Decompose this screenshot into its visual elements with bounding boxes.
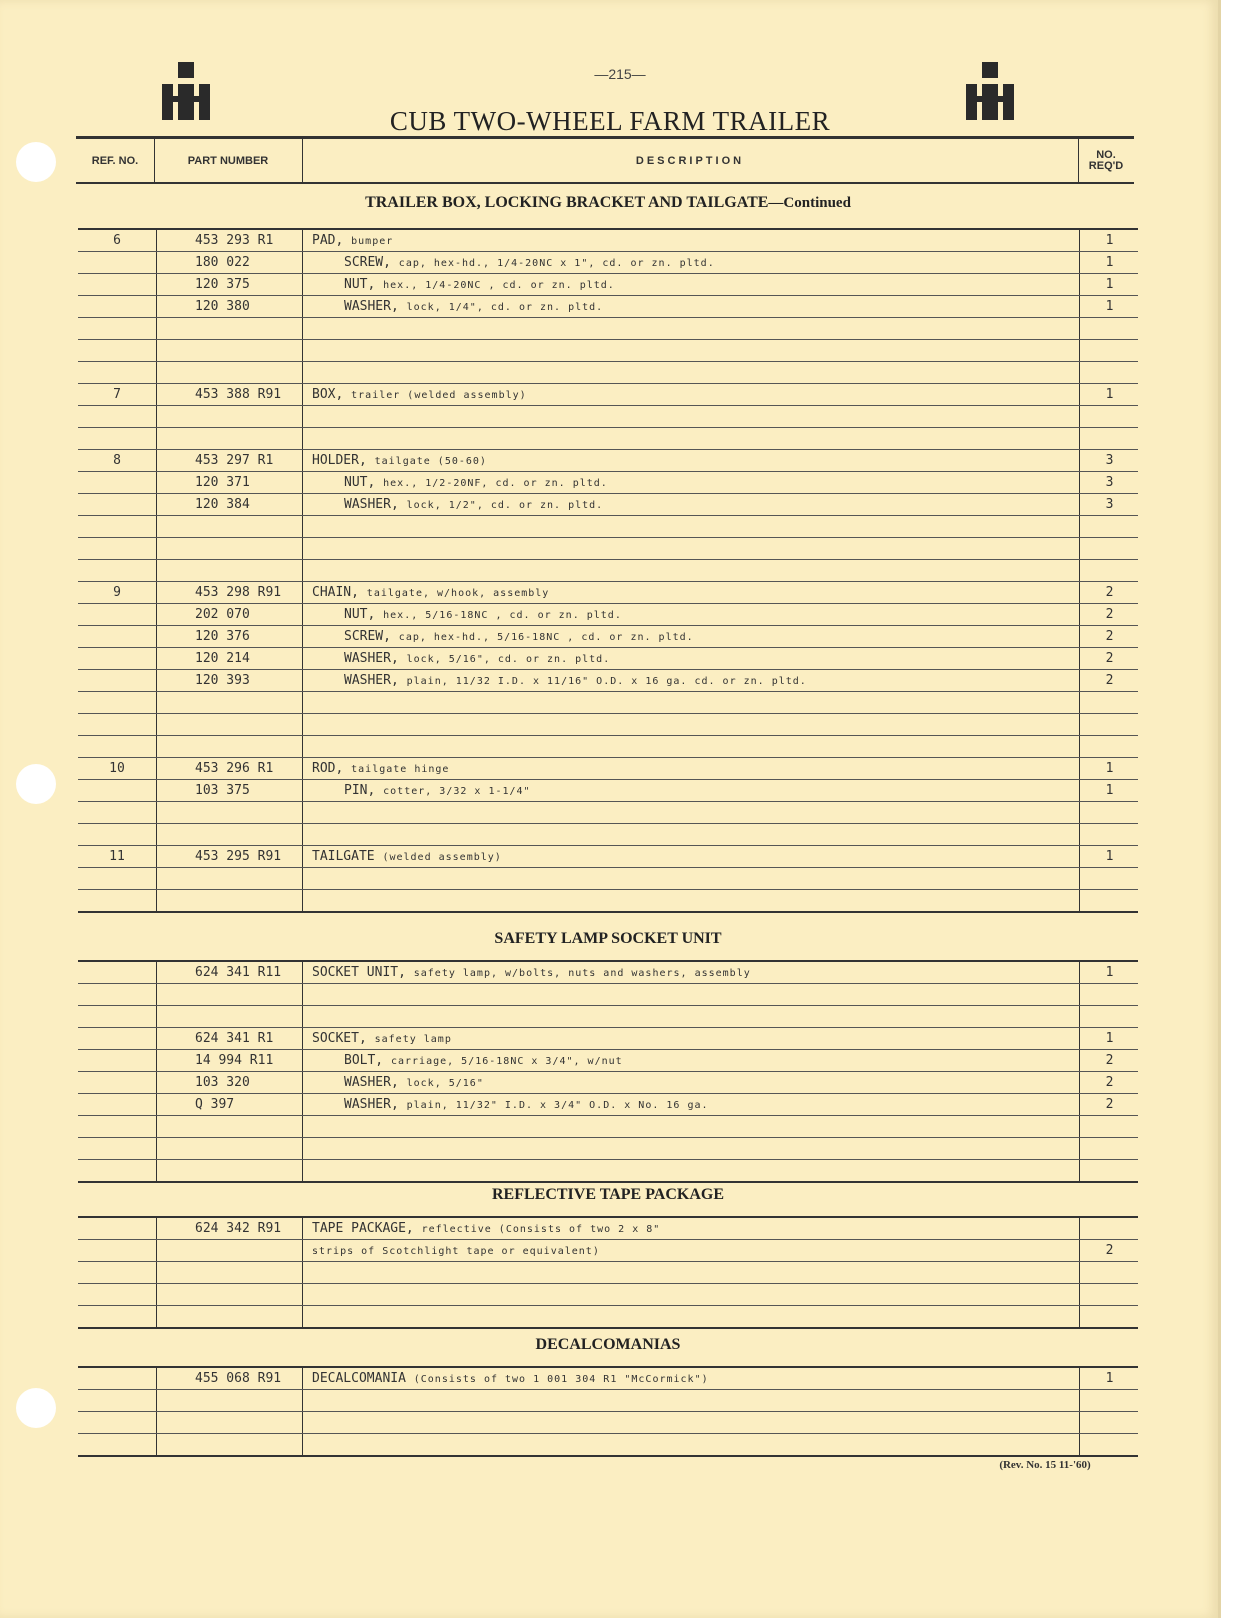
qty-cell: 3: [1105, 453, 1114, 468]
section-title-safety-lamp: SAFETY LAMP SOCKET UNIT: [494, 930, 722, 947]
table-row-empty: [78, 1160, 1138, 1181]
part-cell: 455 068 R91: [157, 1368, 303, 1389]
table-row: [78, 1050, 1138, 1072]
table-row: [78, 1368, 1138, 1390]
part-cell: 453 295 R91: [157, 846, 303, 867]
table-row-empty: [78, 714, 1138, 736]
part-cell: 453 296 R1: [157, 758, 303, 779]
column-header: [76, 136, 1134, 184]
ref-cell: [78, 604, 157, 625]
desc-cell: SCREW, cap, hex-hd., 5/16-18NC , cd. or zn. pltd.: [304, 626, 1080, 647]
part-cell: 120 384: [157, 494, 303, 515]
table-row: [78, 494, 1138, 516]
part-cell: 120 393: [157, 670, 303, 691]
page-title: CUB TWO-WHEEL FARM TRAILER: [389, 106, 831, 136]
ref-cell: 11: [78, 846, 157, 867]
binder-hole: [16, 1388, 56, 1428]
table-row-empty: [78, 984, 1138, 1006]
part-number-header: PART NUMBER: [154, 139, 303, 182]
qty-cell: 2: [1105, 651, 1114, 666]
table-row: [78, 1028, 1138, 1050]
desc-cell: PIN, cotter, 3/32 x 1-1/4": [304, 780, 1080, 801]
ref-no-header: REF. NO.: [76, 139, 155, 182]
table-row: [78, 252, 1138, 274]
part-cell: 453 293 R1: [157, 230, 303, 251]
revision-note: (Rev. No. 15 11-'60): [999, 1459, 1091, 1471]
table-row: [78, 626, 1138, 648]
desc-cell: ROD, tailgate hinge: [304, 758, 1080, 779]
part-cell: 180 022: [157, 252, 303, 273]
table-row-empty: [78, 1138, 1138, 1160]
ref-cell: [78, 472, 157, 493]
table-row: [78, 962, 1138, 984]
table-row-empty: [78, 318, 1138, 340]
table-row: [78, 780, 1138, 802]
desc-cell: WASHER, plain, 11/32" I.D. x 3/4" O.D. x No. 16 ga.: [304, 1094, 1080, 1115]
ref-cell: 10: [78, 758, 157, 779]
table-row: [78, 472, 1138, 494]
table-row-empty: [78, 824, 1138, 846]
table-row-empty: [78, 692, 1138, 714]
desc-cell: CHAIN, tailgate, w/hook, assembly: [304, 582, 1080, 603]
qty-cell: 2: [1105, 585, 1114, 600]
qty-cell: 1: [1105, 783, 1114, 798]
table-row-empty: [78, 1434, 1138, 1455]
table-row-empty: [78, 1284, 1138, 1306]
desc-cell: SOCKET, safety lamp: [304, 1028, 1080, 1049]
desc-cell: WASHER, lock, 1/2", cd. or zn. pltd.: [304, 494, 1080, 515]
table-row-empty: [78, 560, 1138, 582]
description-header: DESCRIPTION: [302, 139, 1079, 182]
parts-table-safety-lamp: [78, 960, 1138, 1183]
ref-cell: [78, 296, 157, 317]
table-row: [78, 648, 1138, 670]
table-row: [78, 450, 1138, 472]
table-row: [78, 758, 1138, 780]
qty-cell: 3: [1105, 475, 1114, 490]
part-cell: 624 341 R11: [157, 962, 303, 983]
qty-cell: 1: [1105, 233, 1114, 248]
ih-logo-icon: [966, 62, 1014, 120]
qty-cell: 2: [1105, 1053, 1114, 1068]
desc-cell: WASHER, lock, 5/16": [304, 1072, 1080, 1093]
qty-cell: 1: [1105, 387, 1114, 402]
qty-cell: [1081, 1218, 1138, 1239]
ref-cell: 7: [78, 384, 157, 405]
table-row: [78, 384, 1138, 406]
section-title-decalcomanias: DECALCOMANIAS: [535, 1336, 681, 1353]
desc-cell: BOX, trailer (welded assembly): [304, 384, 1080, 405]
table-row: [78, 846, 1138, 868]
ref-cell: 9: [78, 582, 157, 603]
qty-cell: 3: [1105, 497, 1114, 512]
qty-cell: 2: [1105, 607, 1114, 622]
ref-cell: [78, 648, 157, 669]
desc-cell: WASHER, lock, 1/4", cd. or zn. pltd.: [304, 296, 1080, 317]
ref-cell: [78, 494, 157, 515]
desc-cell: DECALCOMANIA (Consists of two 1 001 304 R1 "McCormick"): [304, 1368, 1080, 1389]
qty-cell: 1: [1105, 1371, 1114, 1386]
table-row-empty: [78, 538, 1138, 560]
part-cell: 103 375: [157, 780, 303, 801]
table-row-empty: [78, 340, 1138, 362]
parts-table-trailer-box: [78, 228, 1138, 913]
table-row: [78, 1072, 1138, 1094]
desc-cell: TAPE PACKAGE, reflective (Consists of two 2 x 8": [304, 1218, 1080, 1239]
qty-header: NO. REQ'D: [1088, 148, 1124, 172]
table-row-empty: [78, 1390, 1138, 1412]
table-row-empty: [78, 1412, 1138, 1434]
desc-cell: NUT, hex., 1/4-20NC , cd. or zn. pltd.: [304, 274, 1080, 295]
section-title-reflective-tape: REFLECTIVE TAPE PACKAGE: [491, 1186, 725, 1203]
ref-cell: 6: [78, 230, 157, 251]
desc-cell: PAD, bumper: [304, 230, 1080, 251]
table-row: [78, 1094, 1138, 1116]
ref-cell: [78, 780, 157, 801]
part-cell: 202 070: [157, 604, 303, 625]
part-cell: 120 376: [157, 626, 303, 647]
table-row: [78, 274, 1138, 296]
part-cell: 14 994 R11: [157, 1050, 303, 1071]
qty-cell: 1: [1105, 255, 1114, 270]
table-row: [78, 230, 1138, 252]
part-cell: 120 371: [157, 472, 303, 493]
desc-cell: HOLDER, tailgate (50-60): [304, 450, 1080, 471]
ih-logo-icon: [162, 62, 210, 120]
table-row-empty: [78, 890, 1138, 911]
table-row: [78, 582, 1138, 604]
table-row: [78, 604, 1138, 626]
desc-cell: strips of Scotchlight tape or equivalent): [304, 1240, 1080, 1261]
table-row-empty: [78, 362, 1138, 384]
desc-cell: BOLT, carriage, 5/16-18NC x 3/4", w/nut: [304, 1050, 1080, 1071]
table-row-empty: [78, 1262, 1138, 1284]
table-row-empty: [78, 736, 1138, 758]
table-row-empty: [78, 1006, 1138, 1028]
part-cell: [157, 1240, 303, 1261]
table-row-empty: [78, 516, 1138, 538]
part-cell: 624 342 R91: [157, 1218, 303, 1239]
desc-cell: WASHER, lock, 5/16", cd. or zn. pltd.: [304, 648, 1080, 669]
page-number: —215—: [594, 66, 646, 82]
desc-cell: SOCKET UNIT, safety lamp, w/bolts, nuts and washers, assembly: [304, 962, 1080, 983]
table-row: [78, 296, 1138, 318]
part-cell: 120 214: [157, 648, 303, 669]
table-row-empty: [78, 406, 1138, 428]
qty-cell: 1: [1105, 965, 1114, 980]
qty-cell: 2: [1105, 1075, 1114, 1090]
desc-cell: SCREW, cap, hex-hd., 1/4-20NC x 1", cd. or zn. pltd.: [304, 252, 1080, 273]
desc-cell: NUT, hex., 5/16-18NC , cd. or zn. pltd.: [304, 604, 1080, 625]
parts-table-decalcomanias: [78, 1366, 1138, 1457]
ref-cell: 8: [78, 450, 157, 471]
table-row-empty: [78, 868, 1138, 890]
table-row-empty: [78, 1116, 1138, 1138]
qty-cell: 2: [1105, 1243, 1114, 1258]
qty-cell: 2: [1105, 673, 1114, 688]
parts-table-reflective-tape: [78, 1216, 1138, 1329]
part-cell: 120 375: [157, 274, 303, 295]
part-cell: Q 397: [157, 1094, 303, 1115]
desc-cell: TAILGATE (welded assembly): [304, 846, 1080, 867]
binder-hole: [16, 142, 56, 182]
section-title-trailer-box: TRAILER BOX, LOCKING BRACKET AND TAILGATE—Continued: [365, 194, 851, 211]
qty-cell: 2: [1105, 629, 1114, 644]
ref-cell: [78, 626, 157, 647]
qty-cell: 1: [1105, 1031, 1114, 1046]
part-cell: 453 298 R91: [157, 582, 303, 603]
part-cell: 453 388 R91: [157, 384, 303, 405]
part-cell: 624 341 R1: [157, 1028, 303, 1049]
qty-cell: 1: [1105, 761, 1114, 776]
table-row: [78, 670, 1138, 692]
qty-cell: 2: [1105, 1097, 1114, 1112]
table-row: [78, 1218, 1138, 1240]
ref-cell: [78, 274, 157, 295]
ref-cell: [78, 252, 157, 273]
qty-cell: 1: [1105, 849, 1114, 864]
ref-cell: [78, 670, 157, 691]
part-cell: 453 297 R1: [157, 450, 303, 471]
table-row-empty: [78, 428, 1138, 450]
part-cell: 120 380: [157, 296, 303, 317]
binder-hole: [16, 764, 56, 804]
qty-cell: 1: [1105, 299, 1114, 314]
table-row-empty: [78, 1306, 1138, 1327]
desc-cell: WASHER, plain, 11/32 I.D. x 11/16" O.D. x 16 ga. cd. or zn. pltd.: [304, 670, 1080, 691]
table-row-empty: [78, 802, 1138, 824]
part-cell: 103 320: [157, 1072, 303, 1093]
desc-cell: NUT, hex., 1/2-20NF, cd. or zn. pltd.: [304, 472, 1080, 493]
table-row: [78, 1240, 1138, 1262]
qty-cell: 1: [1105, 277, 1114, 292]
